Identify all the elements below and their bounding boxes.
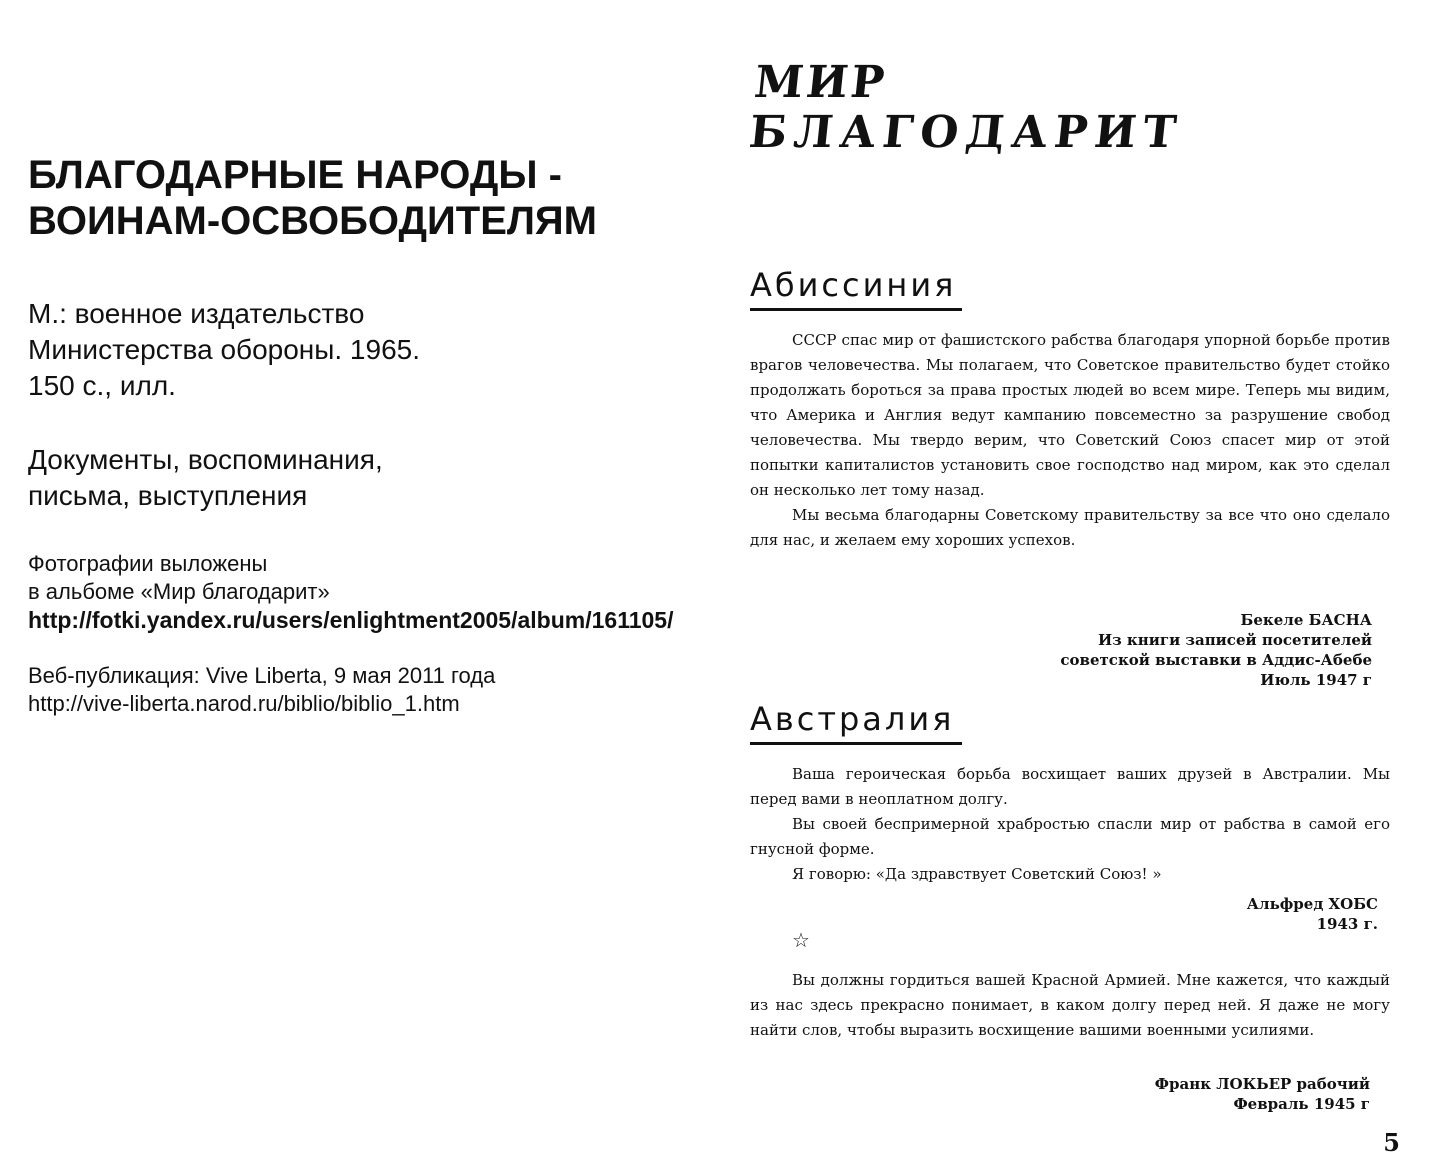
paragraph: Ваша героическая борьба восхищает ваших друзей в Австралии. Мы перед вами в неоплатном долгу. — [750, 765, 1390, 808]
section-body-australia — [750, 762, 1390, 887]
web-publication — [28, 662, 495, 718]
section-body-abyssinia — [750, 328, 1390, 553]
signature-line: Февраль 1945 г — [1233, 1095, 1370, 1113]
publication-line-3: 150 с., илл. — [28, 370, 176, 401]
description-line-1: Документы, воспоминания, — [28, 444, 383, 475]
signature-line: Франк ЛОКЬЕР рабочий — [1154, 1075, 1370, 1093]
content-description — [28, 442, 383, 514]
signature-line: советской выставки в Аддис-Абебе — [1060, 651, 1372, 669]
book-title-line-1: МИР — [752, 57, 890, 108]
signature-line: Альфред ХОБС — [1246, 895, 1378, 913]
extra-letter — [750, 968, 1390, 1043]
signature-australia — [958, 894, 1378, 934]
signature-line: Июль 1947 г — [1260, 671, 1372, 689]
paragraph: Я говорю: «Да здравствует Советский Союз! » — [792, 865, 1162, 883]
signature-abyssinia — [952, 610, 1372, 690]
book-title-line-2: БЛАГОДАРИТ — [746, 107, 1186, 158]
book-title — [747, 58, 1191, 158]
description-line-2: письма, выступления — [28, 480, 308, 511]
page-number: 5 — [1383, 1128, 1400, 1157]
paragraph: Вы должны гордиться вашей Красной Армией. Мне кажется, что каждый из нас здесь прекрасно понимает, в каком долгу перед ней. Я даже не могу найти слов, чтобы выразить восхищение вашими военными усилиями. — [750, 971, 1390, 1039]
signature-extra — [950, 1074, 1370, 1114]
title-line-2: ВОИНАМ-ОСВОБОДИТЕЛЯМ — [28, 199, 598, 243]
photo-album-note — [28, 550, 673, 634]
web-url[interactable]: http://vive-liberta.narod.ru/biblio/biblio_1.htm — [28, 691, 460, 716]
publication-line-2: Министерства обороны. 1965. — [28, 334, 420, 365]
section-heading-australia: Австралия — [750, 700, 962, 745]
section-heading-abyssinia: Абиссиния — [750, 266, 962, 311]
web-line-1: Веб-публикация: Vive Liberta, 9 мая 2011 года — [28, 663, 496, 688]
paragraph: Вы своей беспримерной храбростью спасли мир от рабства в самой его гнусной форме. — [750, 815, 1390, 858]
publication-line-1: М.: военное издательство — [28, 298, 365, 329]
signature-line: Из книги записей посетителей — [1097, 631, 1372, 649]
publication-details — [28, 296, 420, 404]
star-icon: ☆ — [792, 928, 810, 952]
title-line-1: БЛАГОДАРНЫЕ НАРОДЫ - — [28, 153, 562, 197]
signature-line: Бекеле БАСНА — [1240, 611, 1372, 629]
paragraph: Мы весьма благодарны Советскому правительству за все что оно сделало для нас, и желаем ему хороших успехов. — [750, 506, 1390, 549]
photos-line-1: Фотографии выложены — [28, 551, 268, 576]
page-title — [28, 152, 597, 244]
signature-line: 1943 г. — [1316, 915, 1378, 933]
photos-line-2: в альбоме «Мир благодарит» — [28, 579, 330, 604]
album-link[interactable]: http://fotki.yandex.ru/users/enlightment2005/album/161105/ — [28, 607, 674, 633]
paragraph: СССР спас мир от фашистского рабства благодаря упорной борьбе против врагов человечества. Мы полагаем, что Советское правительство будет стойко продолжать бороться за права простых людей во всем мире. Теперь мы видим, что Америка и Англия ведут кампанию повсеместно за разрушение свобод человечества. Мы твердо верим, что Советский Союз спасет мир от этой попытки капиталистов установить свое господство над миром, как это сделал он несколько лет тому назад. — [750, 331, 1390, 499]
